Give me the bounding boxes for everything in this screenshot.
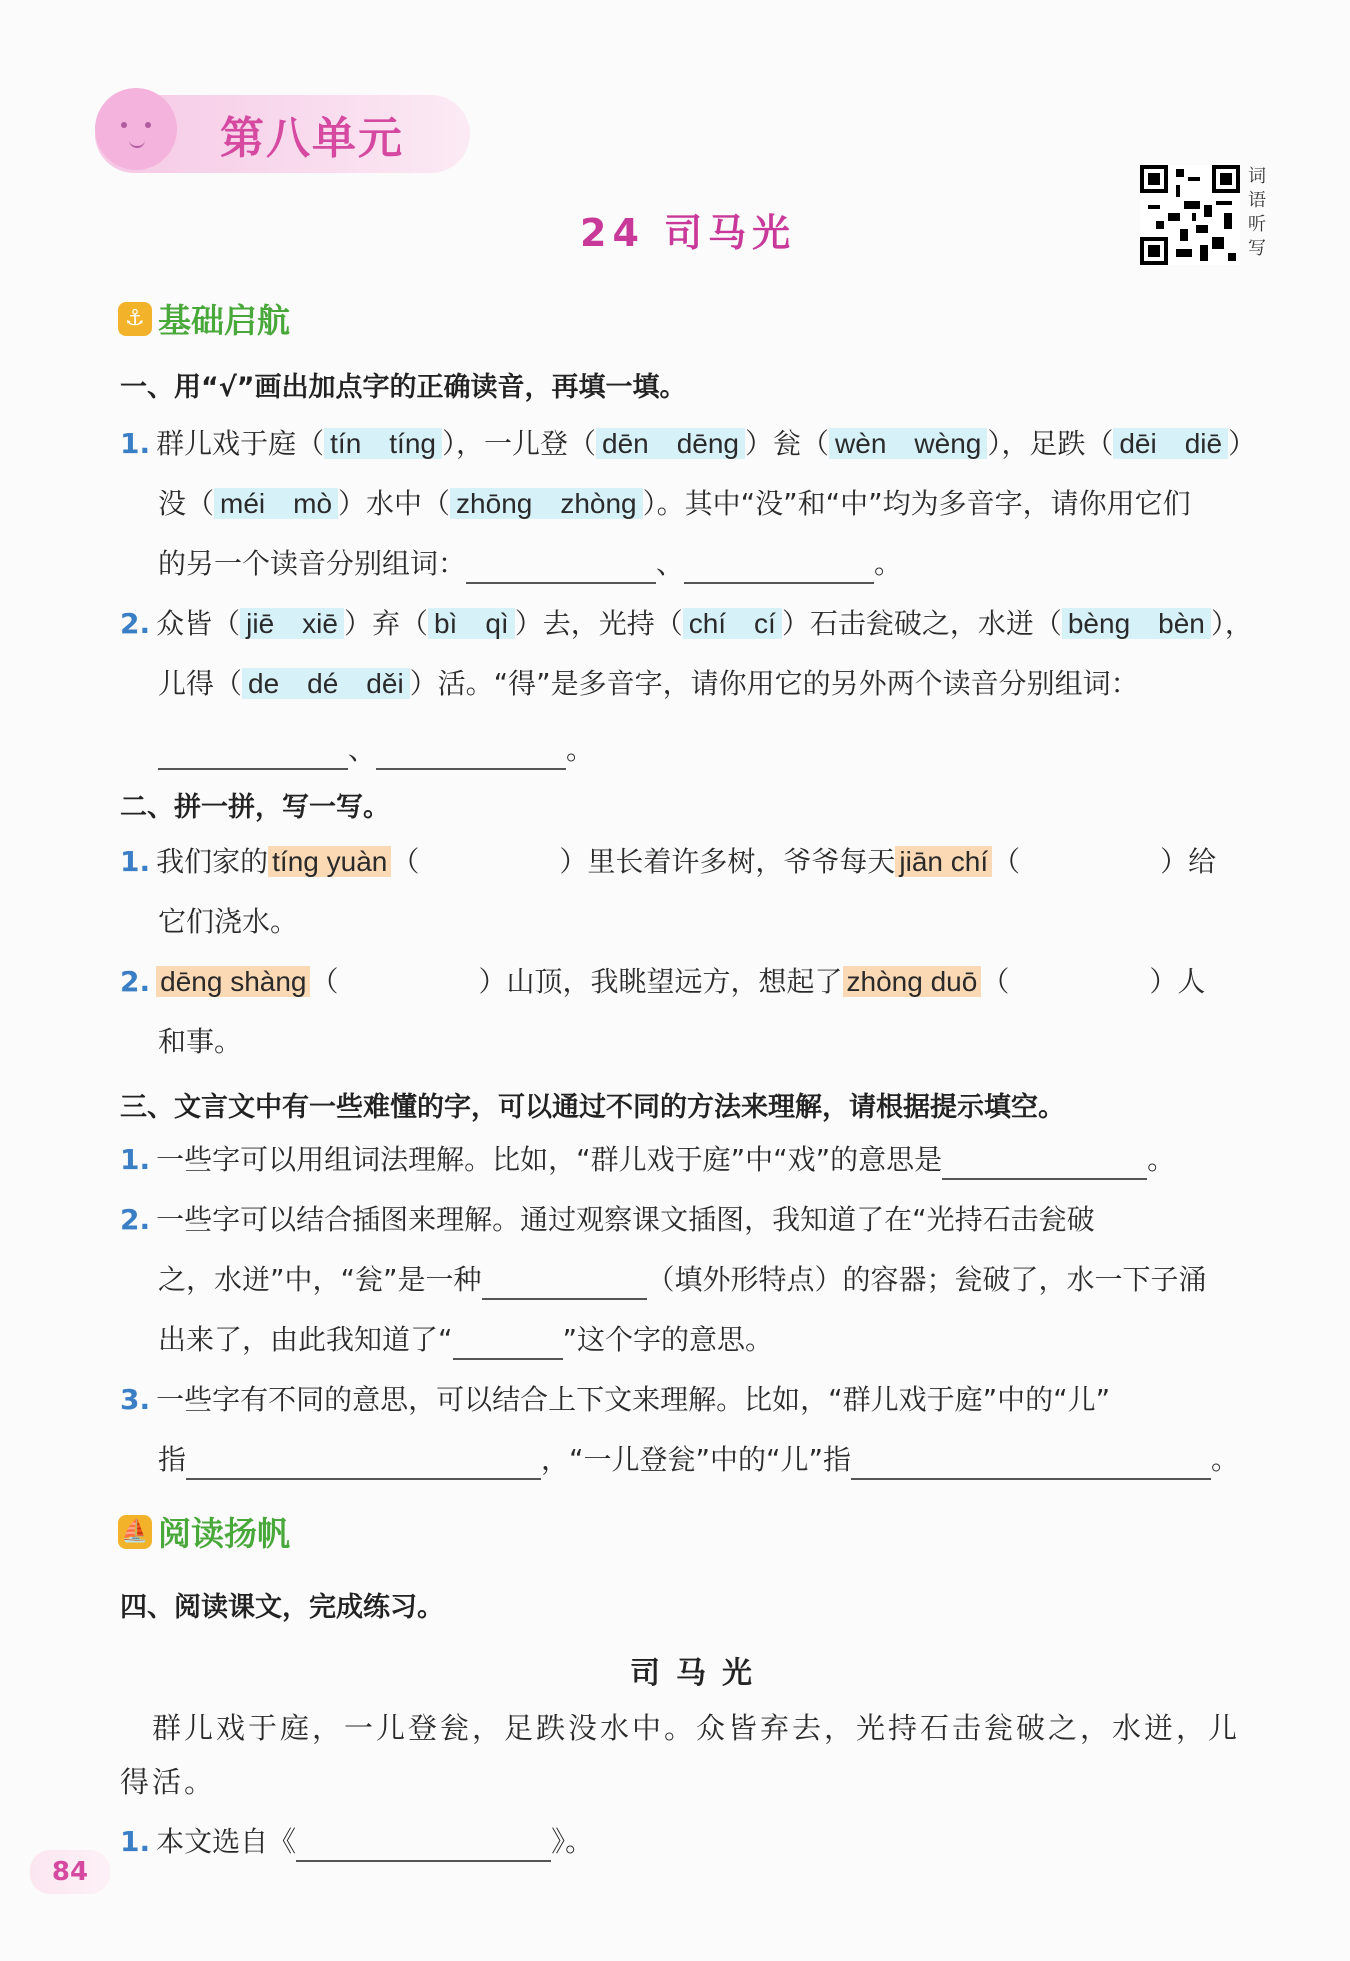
pinyin-prompt: zhòng duō [843,966,982,997]
q2-heading: 二、拼一拼，写一写。 [120,792,390,823]
pinyin-choice[interactable]: jiē xiē [240,608,344,639]
q1-item1-line1 [120,424,1256,464]
text: 儿得（ [158,667,243,700]
pinyin-choice[interactable]: bì qì [428,608,515,639]
q3-item2-line2 [158,1260,1207,1300]
answer-blank[interactable] [453,1330,563,1360]
q1-item2-line2 [158,664,1139,704]
q3-heading: 三、文言文中有一些难懂的字，可以通过不同的方法来理解，请根据提示填空。 [120,1092,1065,1123]
text: ）弃（ [343,607,428,640]
q2-item2-line1 [120,962,1205,1002]
text: 众皆（ [156,607,241,640]
text: ”这个字的意思。 [562,1323,774,1356]
section-basic-label: 基础启航 [158,301,290,340]
answer-blank[interactable] [296,1832,551,1862]
item-number: 2. [120,1203,151,1236]
section-reading-heading [118,1508,290,1555]
text: 。 [1211,1443,1240,1476]
text: ）里长着许多树，爷爷每天 [559,845,896,878]
q4-heading: 四、阅读课文，完成练习。 [120,1592,444,1623]
pinyin-choice[interactable]: dēi diē [1113,428,1228,459]
text: ）瓮（ [745,427,830,460]
text: 。 [1147,1143,1176,1176]
text: 我们家的 [156,845,269,878]
text: 没（ [158,487,215,520]
pinyin-choice[interactable]: de dé děi [242,668,410,699]
text: ）石击瓮破之，水迸（ [781,607,1062,640]
text: 出来了，由此我知道了“ [158,1323,453,1356]
pinyin-prompt: tíng yuàn [268,846,391,877]
lesson-title: 24 司马光 [580,211,797,255]
q1-item2-line1 [120,604,1253,644]
text: 》。 [551,1825,594,1858]
text: 、 [348,733,377,766]
q2-item2-line2: 和事。 [158,1025,243,1058]
section-basic-heading [118,295,290,342]
q4-item1 [120,1822,593,1862]
text: ）给 [1160,845,1217,878]
smiley-face-icon [95,88,177,170]
text: ，“一儿登瓮”中的“儿”指 [541,1443,852,1476]
pinyin-prompt: jiān chí [895,846,992,877]
text: （ [310,965,339,998]
pinyin-choice[interactable]: bèng bèn [1062,608,1211,639]
text: ），足跌（ [987,427,1114,460]
text: 。 [874,547,903,580]
text: （ [391,845,420,878]
pinyin-choice[interactable]: dēn dēng [596,428,745,459]
text: ）水中（ [338,487,451,520]
text: 群儿戏于庭（ [156,427,325,460]
text: 、 [656,547,685,580]
answer-blank[interactable] [684,554,874,584]
pinyin-choice[interactable]: chí cí [683,608,782,639]
text: ）， [1210,607,1253,640]
answer-blank[interactable] [482,1270,647,1300]
text: 一些字可以用组词法理解。比如，“群儿戏于庭”中“戏”的意思是 [156,1143,943,1176]
answer-blank[interactable] [466,554,656,584]
q1-heading: 一、用“√”画出加点字的正确读音，再填一填。 [120,372,687,403]
text: ）山顶，我眺望远方，想起了 [478,965,843,998]
page-number: 84 [30,1850,110,1894]
q2-item1-line2: 它们浇水。 [158,905,299,938]
text: 一些字有不同的意思，可以结合上下文来理解。比如，“群儿戏于庭”中的“儿” [156,1383,1111,1416]
article-paragraph-line1: 群儿戏于庭，一儿登瓮，足跌没水中。众皆弃去，光持石击瓮破之，水迸，儿 [120,1711,1241,1745]
text: 一些字可以结合插图来理解。通过观察课文插图，我知道了在“光持石击瓮破 [156,1203,1095,1236]
q1-item2-line3 [158,730,594,770]
answer-blank[interactable] [158,740,348,770]
anchor-icon: ⚓ [118,302,152,336]
pinyin-choice[interactable]: wèn wèng [829,428,987,459]
text: ），一儿登（ [441,427,596,460]
pinyin-prompt: dēng shàng [156,966,310,997]
text: ）人 [1149,965,1206,998]
text: （ [992,845,1021,878]
sailboat-icon: ⛵ [118,1515,152,1549]
text: ）活。“得”是多音字，请你用它的另外两个读音分别组词： [409,667,1139,700]
text: ）。其中“没”和“中”均为多音字，请你用它们 [642,487,1191,520]
item-number: 3. [120,1383,151,1416]
answer-blank[interactable] [851,1450,1211,1480]
pinyin-choice[interactable]: tín tíng [324,428,442,459]
text: 本文选自《 [156,1825,297,1858]
article-paragraph-line2: 得活。 [120,1765,217,1799]
answer-blank[interactable] [186,1450,541,1480]
text: 。 [566,733,595,766]
text: 指 [158,1443,187,1476]
item-number: 2. [120,965,151,998]
item-number: 1. [120,1143,151,1176]
item-number: 1. [120,1825,151,1858]
q2-item1-line1 [120,842,1216,882]
item-number: 1. [120,845,151,878]
q1-item1-line3 [158,544,902,584]
qr-label: 词语听写 [1248,166,1266,259]
q3-item3-line1 [120,1380,1110,1420]
text: ） [1228,427,1257,460]
text: 的另一个读音分别组词： [158,547,467,580]
q3-item1 [120,1140,1175,1180]
text: （ [981,965,1010,998]
unit-title: 第八单元 [220,113,404,164]
article-title: 司马光 [630,1656,768,1691]
text: （填外形特点）的容器；瓮破了，水一下子涌 [646,1263,1207,1296]
pinyin-choice[interactable]: méi mò [214,488,338,519]
qr-code-icon[interactable] [1140,165,1240,265]
q1-item1-line2 [158,484,1191,524]
q3-item2-line3 [158,1320,773,1360]
q3-item3-line2 [158,1440,1239,1480]
item-number: 2. [120,607,151,640]
pinyin-choice[interactable]: zhōng zhòng [450,488,643,519]
text: 之，水迸”中，“瓮”是一种 [158,1263,482,1296]
q3-item2-line1 [120,1200,1095,1240]
text: ）去，光持（ [514,607,683,640]
answer-blank[interactable] [942,1150,1147,1180]
answer-blank[interactable] [376,740,566,770]
item-number: 1. [120,427,151,460]
section-reading-label: 阅读扬帆 [158,1514,290,1553]
